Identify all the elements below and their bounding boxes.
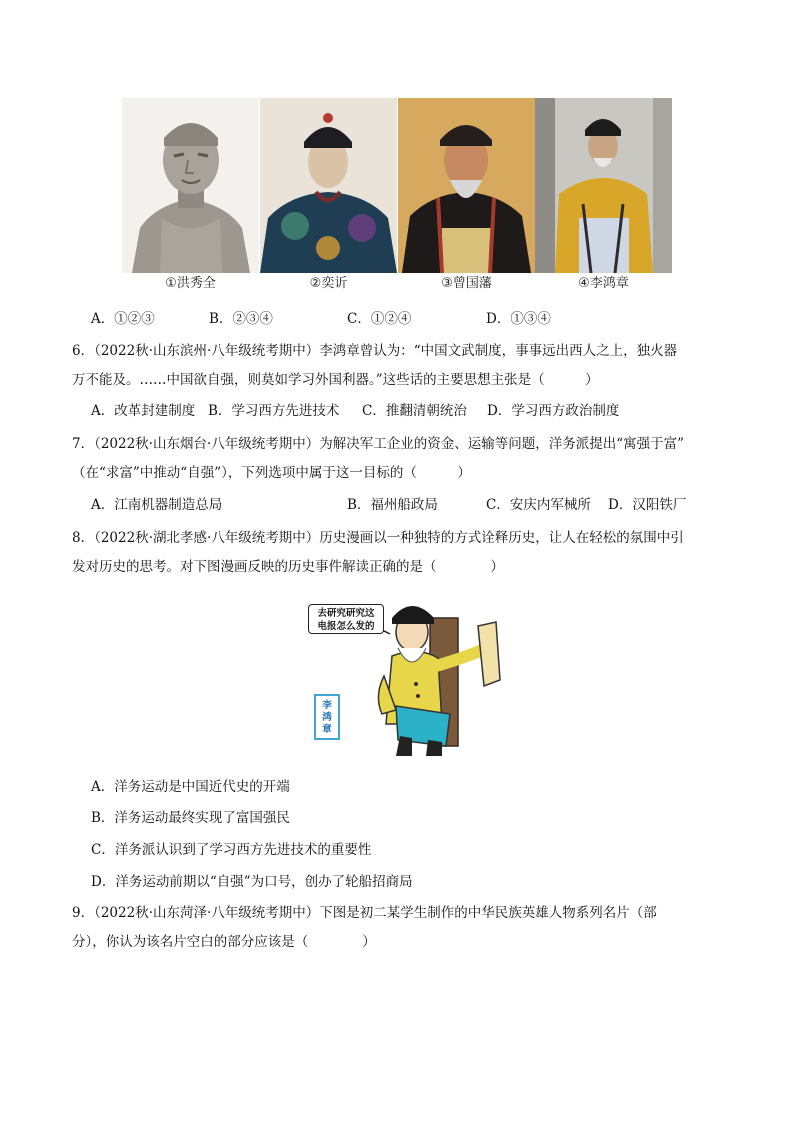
q8-option-b[interactable]: B．洋务运动最终实现了富国强民 bbox=[91, 810, 290, 826]
q6-option-a[interactable]: A．改革封建制度 bbox=[91, 403, 196, 419]
portrait-caption: ②奕䜣 bbox=[309, 276, 348, 291]
q7-option-c[interactable]: C．安庆内军械所 bbox=[486, 497, 591, 513]
speech-bubble bbox=[308, 604, 384, 634]
portrait-li-hongzhang bbox=[535, 98, 672, 296]
q7-stem-line-1: 7．（2022秋·山东烟台·八年级统考期中）为解决军工企业的资金、运输等问题，洋务派提出“寓强于富” bbox=[72, 436, 685, 452]
q6-option-d[interactable]: D．学习西方政治制度 bbox=[487, 403, 620, 419]
q6-stem-line-2: 万不能及。……中国欲自强，则莫如学习外国利器。”这些话的主要思想主张是（ ） bbox=[72, 372, 599, 388]
photo-image bbox=[260, 98, 397, 273]
q5-option-d[interactable]: D．①③④ bbox=[486, 311, 551, 327]
q5-option-b[interactable]: B．②③④ bbox=[209, 311, 273, 327]
q8-stem-line-2: 发对历史的思考。对下图漫画反映的历史事件解读正确的是（ ） bbox=[72, 559, 504, 575]
q7-option-a[interactable]: A．江南机器制造总局 bbox=[91, 497, 223, 513]
portrait-hong-xiuquan bbox=[122, 98, 259, 296]
q5-option-c[interactable]: C．①②④ bbox=[347, 311, 412, 327]
q8-stem-line-1: 8．（2022秋·湖北孝感·八年级统考期中）历史漫画以一种独特的方式诠释历史，让人在轻松的氛围中引 bbox=[72, 530, 684, 546]
portrait-caption: ④李鸿章 bbox=[578, 276, 629, 291]
photo-image bbox=[535, 98, 672, 273]
speech-line-1: 去研究研究这 bbox=[317, 608, 375, 619]
q7-option-b[interactable]: B．福州船政局 bbox=[347, 497, 438, 513]
name-char: 章 bbox=[322, 724, 332, 735]
q5-option-a[interactable]: A．①②③ bbox=[91, 311, 155, 327]
name-char: 李 bbox=[322, 700, 332, 711]
portrait-yixin bbox=[260, 98, 397, 296]
q7-option-d[interactable]: D．汉阳铁厂 bbox=[608, 497, 687, 513]
portrait-caption: ③曾国藩 bbox=[441, 276, 492, 291]
q6-option-b[interactable]: B．学习西方先进技术 bbox=[208, 403, 340, 419]
portrait-zeng-guofan bbox=[398, 98, 535, 296]
q6-option-c[interactable]: C．推翻清朝统治 bbox=[362, 403, 467, 419]
speech-line-2: 电报怎么发的 bbox=[317, 621, 375, 632]
q7-stem-line-2: （在“求富”中推动“自强”），下列选项中属于这一目标的（ ） bbox=[72, 465, 471, 481]
q8-option-d[interactable]: D．洋务运动前期以“自强”为口号，创办了轮船招商局 bbox=[91, 874, 413, 890]
painting-image bbox=[398, 98, 535, 273]
q6-stem-line-1: 6．（2022秋·山东滨州·八年级统考期中）李鸿章曾认为：“中国文武制度，事事远出西人之上，独火器 bbox=[72, 343, 678, 359]
q9-stem-line-1: 9．（2022秋·山东菏泽·八年级统考期中）下图是初二某学生制作的中华民族英雄人物系列名片（部 bbox=[72, 905, 657, 921]
name-label-box bbox=[314, 694, 340, 740]
q8-option-a[interactable]: A．洋务运动是中国近代史的开端 bbox=[91, 779, 290, 795]
q8-option-c[interactable]: C．洋务派认识到了学习西方先进技术的重要性 bbox=[91, 842, 372, 858]
statue-image bbox=[122, 98, 259, 273]
portrait-caption: ①洪秀全 bbox=[165, 276, 216, 291]
portrait-strip bbox=[122, 98, 672, 296]
q9-stem-line-2: 分），你认为该名片空白的部分应该是（ ） bbox=[72, 934, 376, 950]
name-char: 鸿 bbox=[322, 712, 332, 723]
